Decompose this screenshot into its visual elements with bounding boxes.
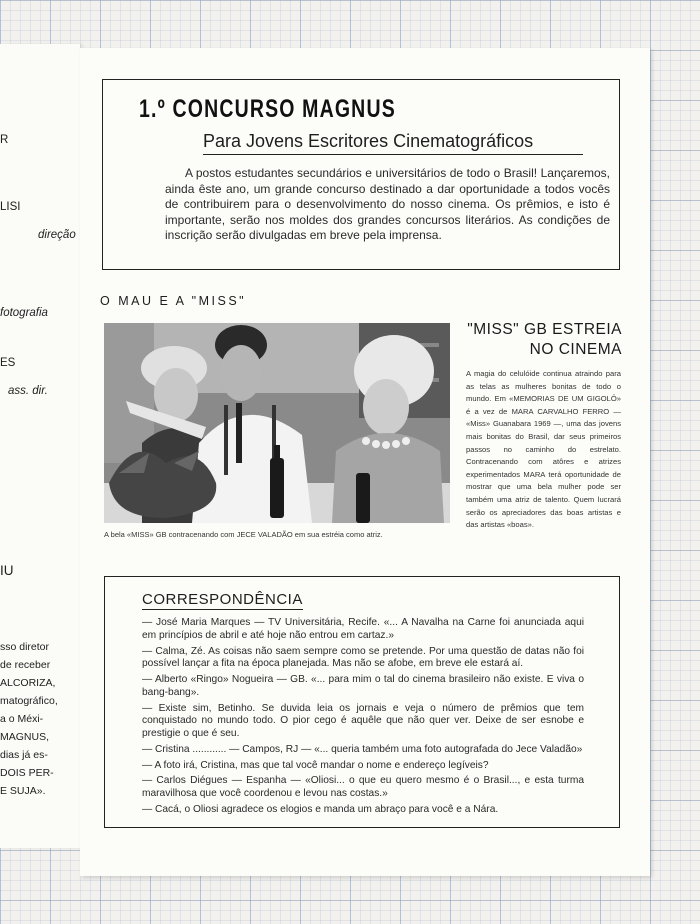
left-fragment: fotografia	[0, 307, 48, 319]
correspondencia-title: CORRESPONDÊNCIA	[142, 591, 303, 608]
correspondencia-list	[142, 617, 584, 820]
photo-caption: A bela «MISS» GB contracenando com JECE VALADÃO em sua estréia como atriz.	[104, 530, 383, 539]
left-fragment: ALCORIZA,	[0, 677, 56, 689]
left-fragment: de receber	[0, 659, 51, 671]
letter-entry: — José Maria Marques — TV Universitária, Recife. «... A Navalha na Carne foi anunciada aqui em princípios de abril e até hoje não entrou em cartaz.»	[142, 617, 584, 641]
letter-entry: — Cristina ............ — Campos, RJ — «... queria também uma foto autografada do Jece Valadão»	[142, 743, 583, 755]
contest-body: A postos estudantes secundários e universitários de todo o Brasil! Lançaremos, ainda êste ano, um grande concurso destinado a dar oportunidade a todos vocês de contribuirem para o desenvolvimento do nosso cinema. Os prêmios, e isto é importante, serão nos moldes dos grandes concursos literários. As condições de inscrição serão divulgadas em breve pela imprensa.	[165, 166, 610, 242]
left-fragment: sso diretor	[0, 641, 50, 653]
miss-title-line1: "MISS" GB ESTREIA	[467, 321, 622, 338]
miss-article-body: A magia do celulóide continua atraindo para as telas as mulheres bonitas de todo o mundo. Em «MEMORIAS DE UM GIGOLÔ» é a vez de MARA CARVALHO FERRO — «Miss» Guanabara 1969 —, uma das jovens mais bonitas do Brasil, dar seus primeiros passos no caminho do estrelato. Contracenando com atôres e atrizes experimentados MARA terá oportunidade de mostrar que uma bela mulher pode ser também uma atriz de talento. Quem lucrará serão os apreciadores das boas artistas e das artistas «boas».	[466, 369, 621, 530]
left-fragment: E SUJA».	[0, 785, 46, 797]
left-fragment: DOIS PER-	[0, 767, 54, 779]
left-fragment: ES	[0, 357, 16, 369]
contest-box	[102, 79, 620, 270]
letter-entry: — Cacá, o Oliosi agradece os elogios e manda um abraço para você e a Nára.	[142, 803, 499, 815]
left-fragment: ass. dir.	[8, 385, 48, 397]
film-still-photo	[104, 323, 450, 523]
letter-entry: — Alberto «Ringo» Nogueira — GB. «... para mim o tal do cinema brasileiro não existe. E viva o bang-bang».	[142, 674, 584, 698]
correspondencia-box	[104, 576, 620, 828]
letter-entry: — Existe sim, Betinho. Se duvida leia os jornais e veja o número de prêmios que tem conquistado no mundo todo. O pior cego é aquêle que não quer ver. Deixe de ser esnobe e prestigie o que é seu.	[142, 702, 584, 739]
miss-article-title	[450, 320, 622, 360]
contest-subtitle: Para Jovens Escritores Cinematográficos	[203, 131, 583, 155]
left-fragment: MAGNUS,	[0, 731, 50, 743]
left-fragment: IU	[0, 563, 14, 578]
magazine-page	[80, 48, 650, 876]
miss-title-line2: NO CINEMA	[529, 341, 622, 358]
section-title: O MAU E A "MISS"	[100, 294, 247, 308]
left-fragment: dias já es-	[0, 749, 48, 761]
left-page	[0, 44, 81, 848]
letter-entry: — Carlos Diégues — Espanha — «Oliosi... o que eu quero mesmo é o Brasil..., e esta turma maravilhosa que você coordenou e levou nas costas.»	[142, 775, 584, 799]
left-fragment: R	[0, 134, 9, 146]
left-fragment: direção	[38, 229, 76, 241]
left-fragment: LISI	[0, 201, 21, 213]
contest-title: 1.º CONCURSO MAGNUS	[139, 95, 396, 123]
letter-entry: — Calma, Zé. As coisas não saem sempre como se pretende. Por uma questão de datas não foi possível lançar a fita na época planejada. Mas não se afobe, em breve ele estará aí.	[142, 645, 584, 670]
left-fragment: matográfico,	[0, 695, 58, 707]
letter-entry: — A foto irá, Cristina, mas que tal você mandar o nome e endereço legíveis?	[142, 759, 489, 771]
left-fragment: a o Méxi-	[0, 713, 44, 725]
